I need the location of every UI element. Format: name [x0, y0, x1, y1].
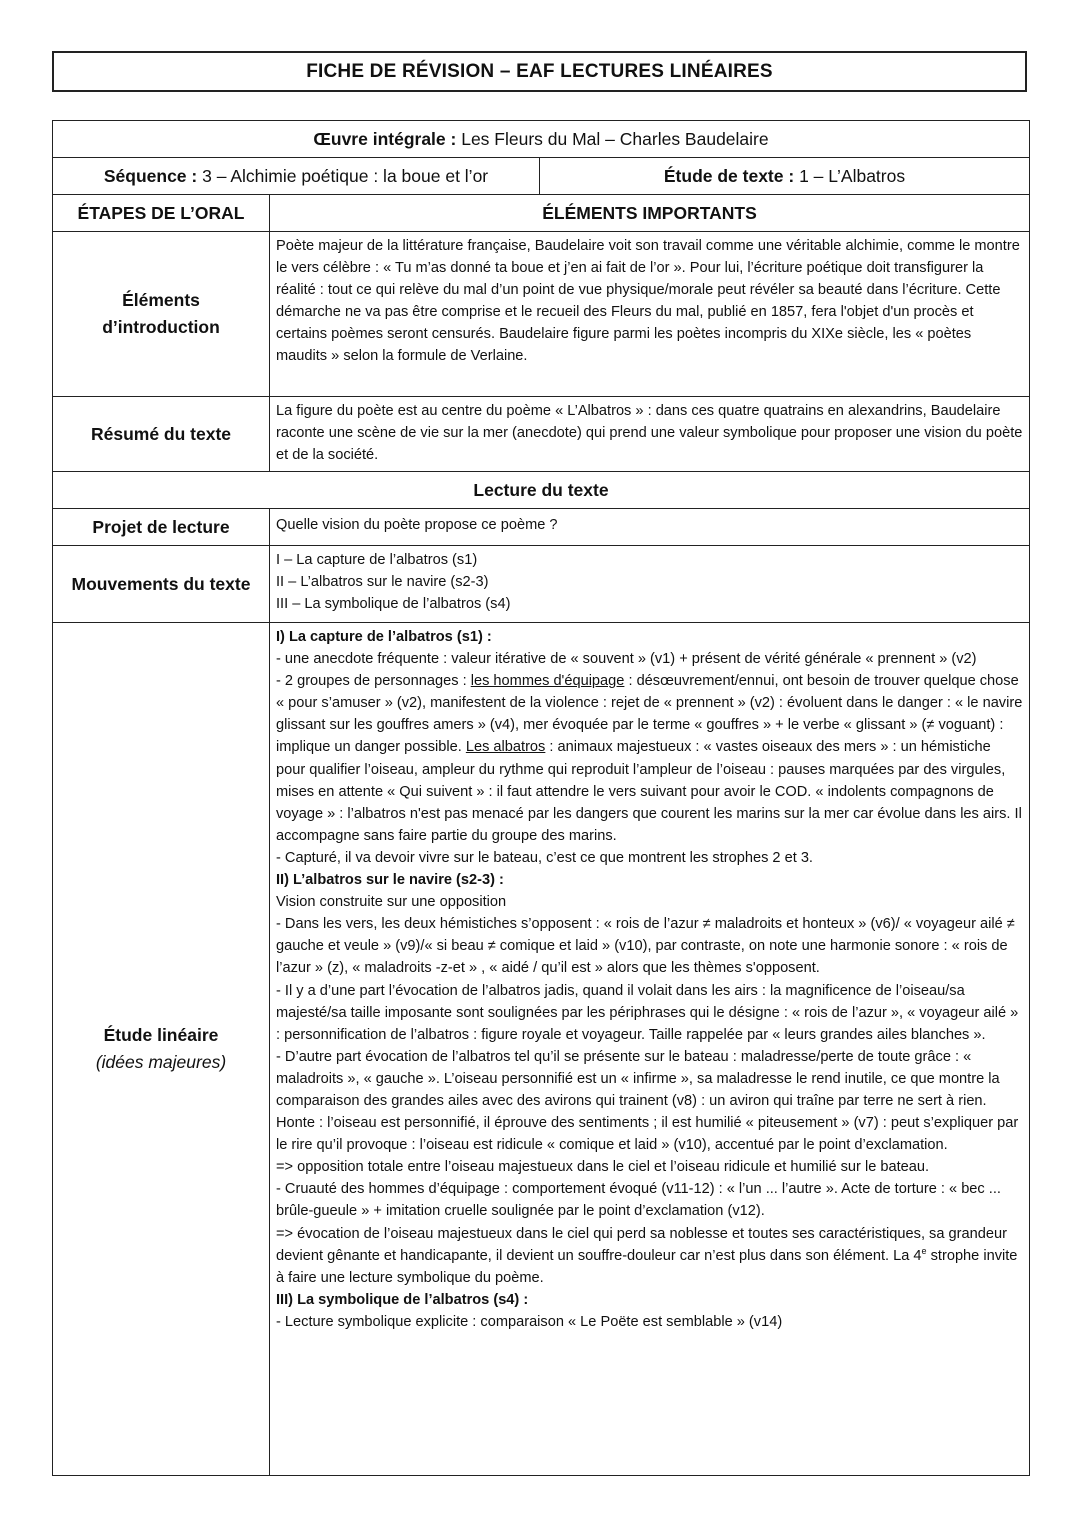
revision-table	[52, 120, 1030, 1476]
col-header-right: ÉLÉMENTS IMPORTANTS	[270, 195, 1030, 232]
etude-texte-value: 1 – L’Albatros	[799, 165, 906, 186]
section-1-para-2	[276, 670, 1023, 847]
section-2-para-6	[276, 1223, 1023, 1289]
section-1-para-2-b: : désœuvrement/ennui, ont besoin de trouver quelque chose « pour s’amuser » (v2), manifestent de la violence : rejet de « prennent » (v2) : évoluent dans le danger : « le navire glissant sur les gouffres amers » (v4), mer évoquée par le terme « gouffres » + le verbe « glissant » (≠ voguant) : implique un danger possible.	[276, 673, 1023, 756]
etude-row	[53, 623, 1030, 1476]
section-3-title: III) La symbolique de l’albatros (s4) :	[276, 1291, 529, 1308]
lecture-header: Lecture du texte	[53, 472, 1030, 509]
section-2-para-6-b: strophe invite à faire une lecture symbolique du poème.	[276, 1247, 1018, 1286]
underline-albatros: Les albatros	[465, 739, 546, 756]
underline-hommes: les hommes d'équipage	[470, 673, 625, 690]
introduction-label	[53, 232, 270, 397]
introduction-text: Poète majeur de la littérature française, Baudelaire voit son travail comme une véritable alchimie, comme le montre le vers célèbre : « Tu m’as donné ta boue et j’en ai fait de l’or ». Pour lui, l’écriture poétique doit transfigurer la réalité : tout ce qui relève du mal d’un point de vue physique/morale peut révéler sa beauté dans l’écriture. Cette démarche ne va pas être comprise et le recueil des Fleurs du mal, publié en 1857, fera l'objet d'un procès et certains poèmes seront censurés. Baudelaire figure parmi les poètes incompris du XIXe siècle, les « poètes maudits » selon la formule de Verlaine.	[270, 232, 1030, 397]
section-2-para-2: - Il y a d’une part l’évocation de l’albatros jadis, quand il volait dans les airs : la magnificence de l’oiseau/sa majesté/sa taille imposante sont soulignées par les périphrases qui le désigne : « rois de l’azur », « voyageur ailé » : personnification de l’albatros : figure royale et voyageur. Taille rappelée par « leurs grandes ailes blanches ».	[276, 982, 1019, 1043]
resume-row	[53, 397, 1030, 472]
section-2-para-4: => opposition totale entre l’oiseau majestueux dans le ciel et l’oiseau ridicule et humilié sur le bateau.	[276, 1159, 930, 1176]
section-1-para-1: - une anecdote fréquente : valeur itérative de « souvent » (v1) + présent de vérité générale « prennent » (v2)	[276, 651, 977, 668]
etude-label-sub: (idées majeures)	[95, 1052, 227, 1072]
mouvements-list	[270, 546, 1030, 623]
oeuvre-cell	[53, 121, 1030, 158]
projet-label: Projet de lecture	[53, 509, 270, 546]
sequence-row	[53, 158, 1030, 195]
introduction-label-line1: Éléments	[122, 290, 200, 310]
projet-row	[53, 509, 1030, 546]
column-headers-row	[53, 195, 1030, 232]
introduction-label-line2: d’introduction	[102, 317, 220, 337]
section-3-para-1: - Lecture symbolique explicite : comparaison « Le Poëte est semblable » (v14)	[276, 1313, 783, 1330]
section-1-para-3: - Capturé, il va devoir vivre sur le bateau, c’est ce que montrent les strophes 2 et 3.	[276, 849, 813, 866]
section-2-para-1: - Dans les vers, les deux hémistiches s’opposent : « rois de l’azur ≠ maladroits et honteux » (v6)/ « voyageur ailé ≠ gauche et veule » (v9)/« si beau ≠ comique et laid » (v10), par contraste, on note une harmonie sonore : « rois de l’azur » (z), « maladroits -z-et » , « aidé / qu’il est » alors que les thèmes s'opposent.	[276, 916, 1015, 977]
resume-text: La figure du poète est au centre du poème « L’Albatros » : dans ces quatre quatrains en alexandrins, Baudelaire raconte une scène de vie sur la mer (anecdote) qui prend une valeur symbolique pour proposer une vision du poète et de la société.	[270, 397, 1030, 472]
mouvement-item-1: I – La capture de l’albatros (s1)	[276, 552, 478, 568]
etude-texte-label: Étude de texte :	[663, 165, 795, 186]
introduction-row	[53, 232, 1030, 397]
section-1-para-2-c: : animaux majestueux : « vastes oiseaux des mers » : un hémistiche pour qualifier l’oiseau, ampleur du rythme qui reproduit l’ampleur de l’oiseau : pauses marquées par des virgules, mises en attente « Qui suivent » : il faut attendre le vers suivant pour avoir le COD. « indolents compagnons de voyage » : l’albatros n'est pas menacé par les dangers que courent les marins sur la mer car évolue dans les airs. Il accompagne sans faire partie du groupe des marins.	[276, 739, 1022, 844]
mouvement-item-3: III – La symbolique de l’albatros (s4)	[276, 596, 511, 613]
sequence-label: Séquence :	[103, 165, 198, 186]
superscript-e: e	[921, 1245, 927, 1256]
etude-text	[270, 623, 1030, 1476]
resume-label: Résumé du texte	[53, 397, 270, 472]
oeuvre-label: Œuvre intégrale :	[313, 128, 457, 149]
section-1-para-2-a: - 2 groupes de personnages :	[276, 673, 471, 690]
page-title: FICHE DE RÉVISION – EAF LECTURES LINÉAIRES	[52, 51, 1027, 92]
etude-label-main: Étude linéaire	[103, 1025, 219, 1045]
section-2-para-0: Vision construite sur une opposition	[276, 894, 507, 911]
oeuvre-value: Les Fleurs du Mal – Charles Baudelaire	[461, 128, 769, 149]
section-1-title: I) La capture de l’albatros (s1) :	[276, 629, 492, 645]
sequence-cell	[53, 158, 540, 195]
section-2-para-6-a: => évocation de l’oiseau majestueux dans le ciel qui perd sa noblesse et toutes ses caractéristiques, sa grandeur devient gênante et handicapante, il devient un souffre-douleur car n’est plus dans son élément. La 4	[276, 1225, 1007, 1264]
section-2-para-5: - Cruauté des hommes d’équipage : comportement évoqué (v11-12) : « l’un ... l’autre ». Acte de torture : « bec ... brûle-gueule » + imitation cruelle soulignée par le point d’exclamation (v12).	[276, 1181, 1001, 1220]
section-2-title: II) L’albatros sur le navire (s2-3) :	[276, 872, 504, 889]
mouvements-label: Mouvements du texte	[53, 546, 270, 623]
etude-texte-cell	[540, 158, 1030, 195]
etude-label	[53, 623, 270, 1476]
oeuvre-row	[53, 121, 1030, 158]
lecture-header-row	[53, 472, 1030, 509]
mouvements-row	[53, 546, 1030, 623]
projet-text: Quelle vision du poète propose ce poème ?	[270, 509, 1030, 546]
col-header-left: ÉTAPES DE L’ORAL	[53, 195, 270, 232]
sequence-value: 3 – Alchimie poétique : la boue et l’or	[202, 165, 489, 186]
section-2-para-3: - D’autre part évocation de l’albatros tel qu’il se présente sur le bateau : maladresse/perte de toute grâce : « maladroits », « gauche ». L’oiseau personnifié est un « infirme », sa maladresse le rend inutile, ce que montre la comparaison des grandes ailes avec des avirons qui trainent (v8) : un aviron qui traîne par terre ne sert à rien. Honte : l’oiseau est personnifié, il éprouve des sentiments ; il est humilié « piteusement » (v7) : peut s’expliquer par le rire qu’il provoque : l’oiseau est ridicule « comique et laid » (v10), accentué par le point d’exclamation.	[276, 1048, 1019, 1154]
mouvement-item-2: II – L’albatros sur le navire (s2-3)	[276, 574, 489, 591]
